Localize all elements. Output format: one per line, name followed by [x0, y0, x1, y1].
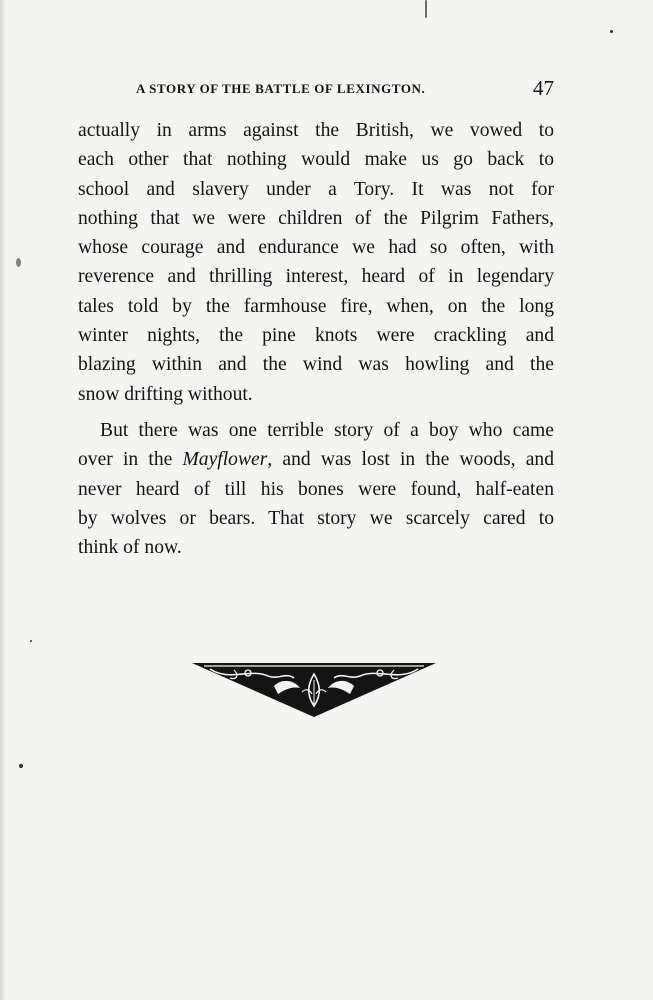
text-line: winter nights, the pine knots were crackling and [78, 325, 554, 347]
text-line: by wolves or bears. That story we scarcely cared to [78, 507, 554, 529]
ship-name-italic: Mayflower [182, 449, 268, 471]
text-line: each other that nothing would make us go back to [78, 149, 554, 171]
print-speck [16, 258, 21, 267]
print-speck [30, 640, 32, 642]
print-speck [425, 0, 427, 18]
text-run: over in the [78, 449, 183, 471]
text-line: nothing that we were children of the Pilgrim Fathers, [78, 207, 554, 229]
print-speck [610, 30, 613, 33]
running-head [78, 78, 554, 102]
text-line: tales told by the farmhouse fire, when, on the long [78, 295, 554, 317]
text-line: think of now. [78, 537, 182, 559]
page-number: 47 [533, 76, 554, 100]
text-line: But there was one terrible story of a boy who came [100, 419, 554, 441]
print-speck [19, 764, 23, 768]
body-text [78, 116, 554, 562]
text-line: never heard of till his bones were found, half-eaten [78, 478, 554, 500]
text-line: snow drifting without. [78, 383, 253, 405]
text-line: reverence and thrilling interest, heard of in legendary [78, 266, 554, 288]
text-line: blazing within and the wind was howling and the [78, 354, 554, 376]
text-line: whose courage and endurance we had so often, with [78, 237, 554, 259]
text-run: , and was lost in the woods, and [267, 449, 554, 471]
paragraph-gap [78, 409, 554, 416]
text-line-with-italic [78, 445, 554, 474]
text-line: school and slavery under a Tory. It was not for [78, 178, 554, 200]
page-edge-shadow [0, 0, 6, 1000]
text-line: actually in arms against the British, we vowed to [78, 120, 554, 141]
tailpiece-ornament [190, 660, 438, 720]
paragraph-2 [78, 416, 554, 562]
paragraph-1 [78, 116, 554, 409]
running-title: A STORY OF THE BATTLE OF LEXINGTON. [136, 81, 426, 96]
